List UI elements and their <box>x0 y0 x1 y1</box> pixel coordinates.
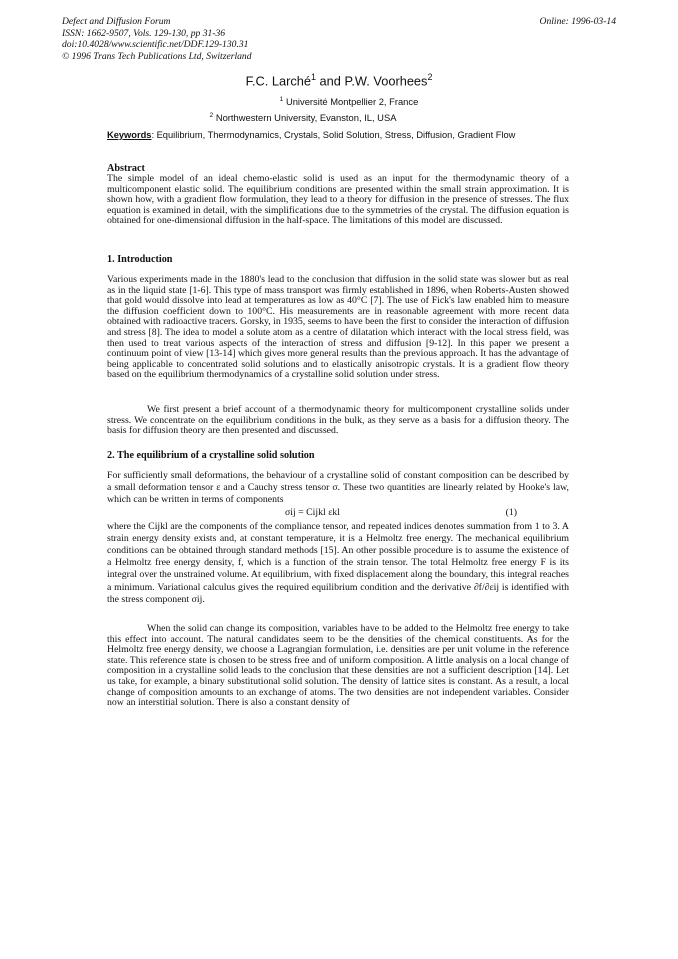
doi-line[interactable]: doi:10.4028/www.scientific.net/DDF.129-130.31 <box>62 39 249 50</box>
affiliation-1 <box>10 96 678 107</box>
abstract-text: The simple model of an ideal chemo-elastic solid is used as an input for the thermodynamic theory of a multicomponent elastic solid. The equilibrium conditions are presented within the small strain approximation. It is shown how, with a gradient flow formulation, they lead to a theory for diffusion in the presence of stresses. The flux equation is examined in detail, with the simplifications due to the symmetries of the crystal. The diffusion equation is obtained for one-dimensional diffusion in the half-space. The limitations of this model are discussed. <box>107 173 569 227</box>
journal-name: Defect and Diffusion Forum <box>62 16 171 27</box>
publication-info <box>62 16 252 62</box>
section-2-heading: 2. The equilibrium of a crystalline solid solution <box>107 450 315 461</box>
online-date: Online: 1996-03-14 <box>539 16 616 27</box>
affiliation-2-mark: 2 <box>209 112 214 119</box>
author-line <box>0 72 678 88</box>
issn-line: ISSN: 1662-9507, Vols. 129-130, pp 31-36 <box>62 27 226 39</box>
keywords-list: : Equilibrium, Thermodynamics, Crystals, Solid Solution, Stress, Diffusion, Gradient Flow <box>151 130 516 140</box>
section-2-paragraph-1 <box>107 470 569 606</box>
author-conjunction: and <box>315 73 345 89</box>
keywords-label: Keywords <box>107 130 152 140</box>
affiliation-1-mark: 1 <box>279 96 284 103</box>
equation-1-number: (1) <box>505 506 517 518</box>
section-1-paragraph-2: We first present a brief account of a thermodynamic theory for multicomponent crystalline solids under stress. We concentrate on the equilibrium conditions in the bulk, as they serve as a basis for a diffusion theory. The basis for diffusion theory are then presented and discussed. <box>107 404 569 437</box>
keywords <box>107 129 569 142</box>
equation-1-formula: σij = Cijkl εkl <box>285 506 340 518</box>
author-1-affil-mark: 1 <box>311 72 316 82</box>
section-2-paragraph-1-continued: where the Cijkl are the components of the compliance tensor, and repeated indices denotes summation from 1 to 3. A strain energy density exists and, at constant temperature, it is a Helmoltz free energy. The mechanical equilibrium conditions can be obtained through standard methods [15]. An other possible procedure is to assume the existence of a Helmoltz free energy density, f, which is a function of the strain tensor. The total Helmoltz free energy F is its integral over the unstrained volume. At equilibrium, with fixed displacement along the boundary, this integral reaches a minimum. Variational calculus gives the required equilibrium condition and the derivative ∂f/∂εij is identified with the stress component σij. <box>107 520 569 605</box>
equation-1 <box>107 507 569 521</box>
section-2-paragraph-1-text: For sufficiently small deformations, the behaviour of a crystalline solid of constant composition can be described by a small deformation tensor ε and a Cauchy stress tensor σ. These two quantities are linearly related by Hooke's law, which can be written in terms of components <box>107 470 569 506</box>
copyright-line: © 1996 Trans Tech Publications Ltd, Switzerland <box>62 50 252 62</box>
section-2-paragraph-2: When the solid can change its composition, variables have to be added to the Helmoltz free energy to take this effect into account. The natural candidates seem to be the densities of the chemical constituents. As for the Helmoltz free energy density, we choose a Lagrangian formulation, i.e. densities are per unit volume in the reference state. This reference state is chosen to be stress free and of uniform composition. A little analysis on a local change of composition in a crystalline solid leads to the conclusion that these densities are not a sufficient description [14]. Let us take, for example, a binary substitutional solid solution. The density of lattice sites is constant. As a result, a local change of composition amounts to an exchange of atoms. The two densities are not independent variables. Consider now an interstitial solution. There is also a constant density of <box>107 623 569 709</box>
section-1-paragraph-1: Various experiments made in the 1880's lead to the conclusion that diffusion in the solid state was slower but as real as in the liquid state [1-6]. This type of mass transport was firmly established in 1896, when Roberts-Austen showed that gold would dissolve into lead at temperatures as low as 40°C [7]. The use of Fick's law enabled him to measure the diffusion coefficient down to 100°C. His measurements are in reasonable agreement with more recent data obtained with radioactive tracers. Gorsky, in 1935, seems to have been the first to consider the interaction of diffusion and stress [8]. The idea to model a solute atom as a centre of dilatation which interact with the local stress field, was then used to treat various aspects of the interaction of stress and diffusion [9-12]. In this paper we present a continuum point of view [13-14] which gives more general results than the previous approach. It has the advantage of being applicable to concentrated solid solutions and to elastically anisotropic crystals. It is a gradient flow theory based on the equilibrium thermodynamics of a crystalline solid solution under stress. <box>107 274 569 381</box>
author-2-affil-mark: 2 <box>427 72 433 82</box>
affiliation-1-text: Université Montpellier 2, France <box>285 96 419 108</box>
author-1: F.C. Larché <box>245 73 311 89</box>
section-1-heading: 1. Introduction <box>107 254 173 265</box>
author-2: P.W. Voorhees <box>344 73 428 89</box>
abstract-heading: Abstract <box>107 163 145 174</box>
affiliation-2 <box>0 112 642 123</box>
affiliation-2-text: Northwestern University, Evanston, IL, USA <box>215 112 397 124</box>
